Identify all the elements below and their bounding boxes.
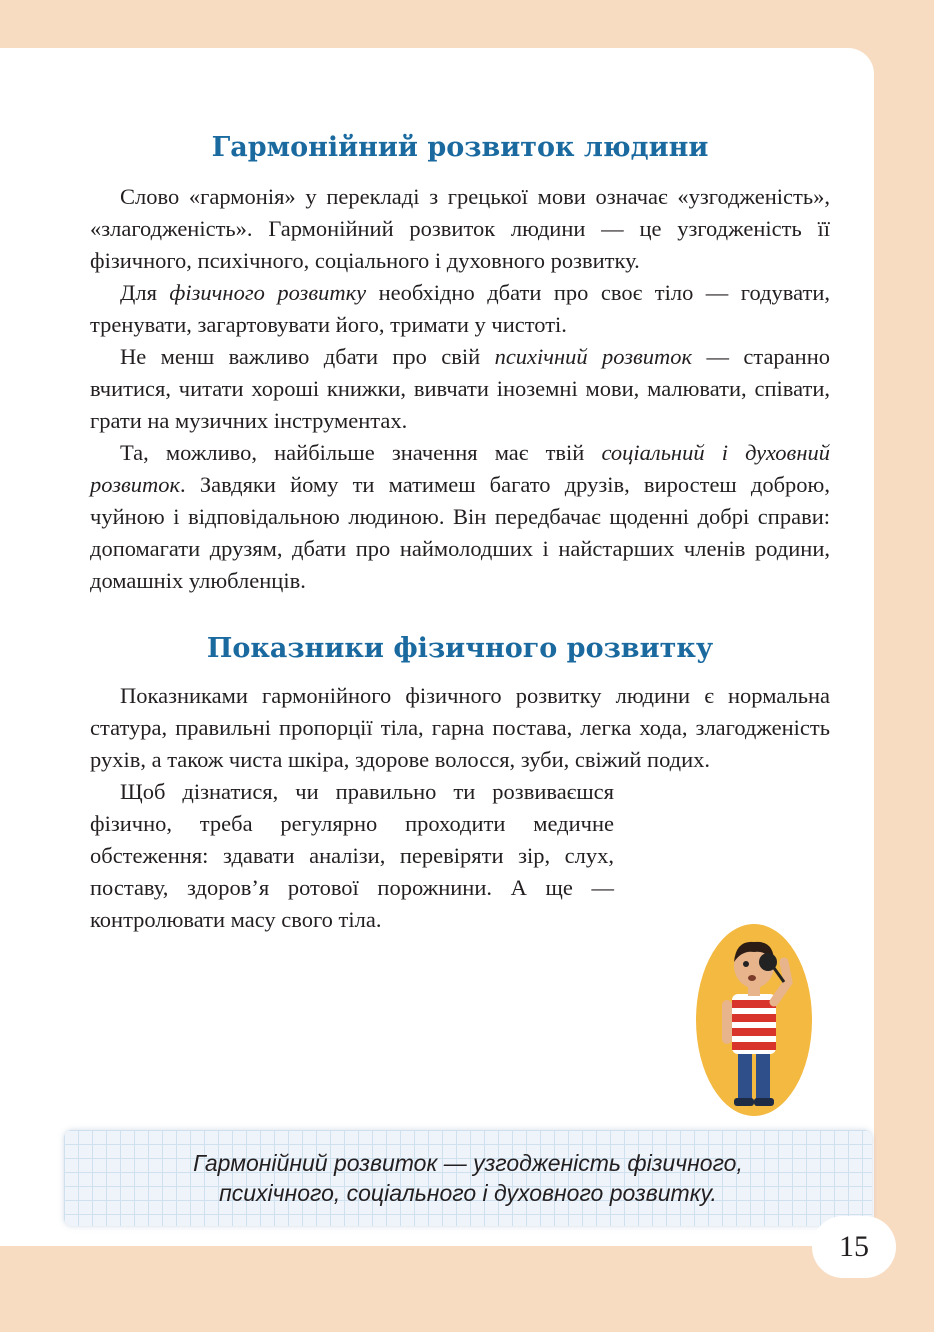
emphasis: соціальний і духовний розвиток xyxy=(90,440,830,497)
paragraph: Не менш важливо дбати про свій психічний розвиток — старанно вчитися, читати хороші книжки, вивчати іноземні мови, малювати, співати, грати на музичних інструментах. xyxy=(90,344,830,433)
paragraph: Слово «гармонія» у перекладі з грецької мови означає «узгодженість», «злагодженість». Гармонійний розвиток людини — це узгодженість її фізичного, психічного, соціального і духовного розвитку. xyxy=(90,184,830,273)
page-number: 15 xyxy=(812,1216,896,1278)
section-physical-indicators xyxy=(90,680,830,936)
section-title-physical-indicators: Показники фізичного розвитку xyxy=(206,633,714,664)
page-content xyxy=(90,126,830,936)
emphasis: фізичного розвитку xyxy=(169,280,367,305)
emphasis: психічний розвиток xyxy=(494,344,693,369)
paragraph: Показниками гармонійного фізичного розвитку людини є нормальна статура, правильні пропорції тіла, гарна постава, легка хода, злагодженість рухів, а також чиста шкіра, здорове волосся, зуби, свіжий подих. xyxy=(90,683,830,772)
paragraph: Щоб дізнатися, чи правильно ти розвиваєшся фізично, треба регулярно проходити медичне обстеження: здавати аналізи, перевіряти зір, слух, поставу, здоров’я ротової порожнини. А ще — контролювати масу свого тіла. xyxy=(90,779,614,932)
paragraph-wrap xyxy=(90,776,830,936)
section-harmonious-development xyxy=(90,181,830,597)
summary-line: Гармонійний розвиток — узгодженість фізичного, xyxy=(193,1150,743,1176)
paragraph: Для фізичного розвитку необхідно дбати про своє тіло — годувати, тренувати, загартовувати його, тримати у чистоті. xyxy=(90,280,830,337)
section-title-harmonious-development: Гармонійний розвиток людини xyxy=(211,132,709,163)
boy-covering-eye-icon xyxy=(694,922,814,1118)
summary-box xyxy=(64,1130,872,1226)
summary-line: психічного, соціального і духовного розвитку. xyxy=(219,1180,717,1206)
paragraph: Та, можливо, найбільше значення має твій соціальний і духовний розвиток. Завдяки йому ти матимеш багато друзів, виростеш доброю, чуйною і відповідальною людиною. Він передбачає щоденні добрі справи: допомагати друзям, дбати про наймолодших і найстарших членів родини, домашніх улюбленців. xyxy=(90,440,830,593)
summary-text xyxy=(64,1148,872,1208)
